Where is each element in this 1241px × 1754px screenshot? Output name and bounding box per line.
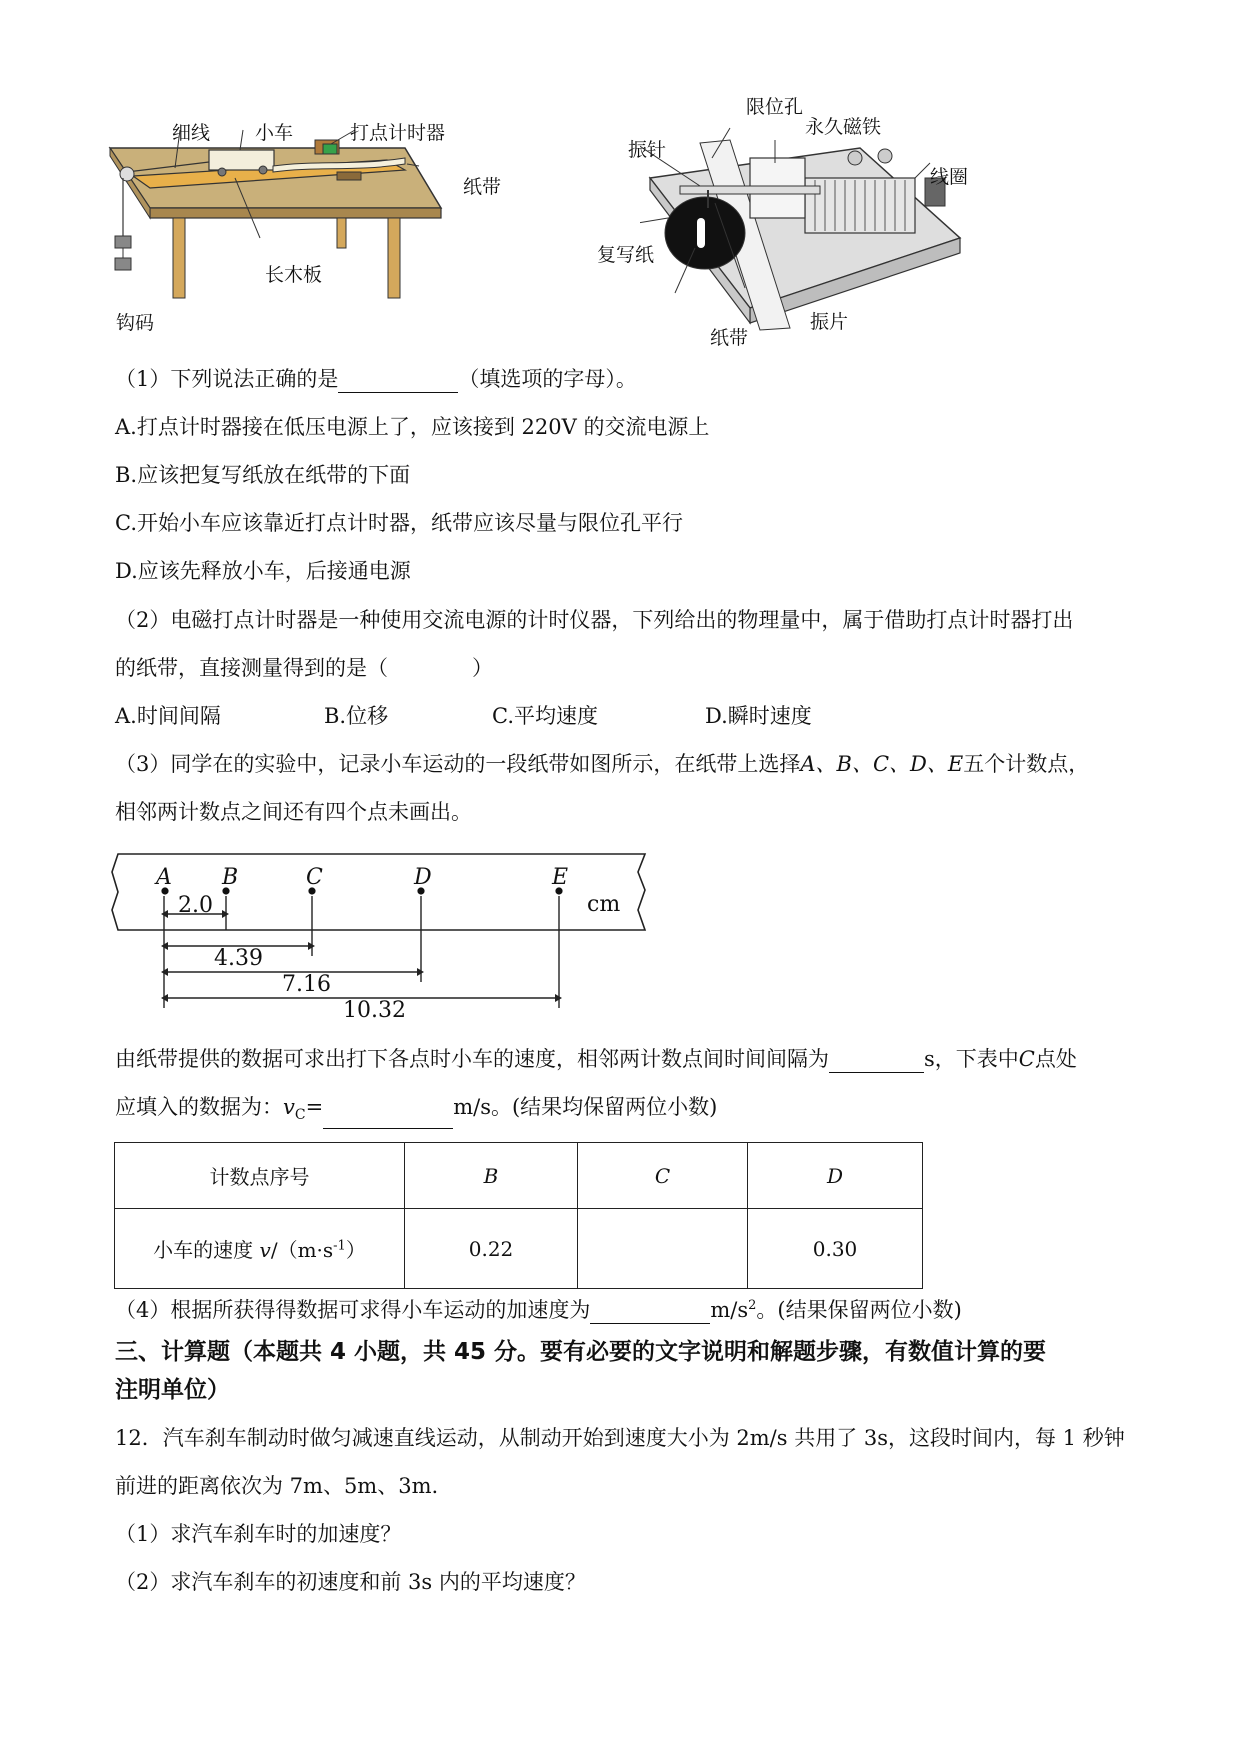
q3-line3: 由纸带提供的数据可求出打下各点时小车的速度，相邻两计数点间时间间隔为 s，下表中C点处 (115, 1047, 1077, 1071)
label-coil: 线圈 (930, 166, 969, 188)
tape-distance-ab: 2.0 (178, 893, 213, 918)
table-header-row (115, 1143, 923, 1209)
label-timer: 打点计时器 (350, 122, 446, 144)
table-row-label: 小车的速度 $v/(m\cdot s^{-1})$ (115, 1209, 405, 1289)
q3-line2: 相邻两计数点之间还有四个点未画出。 (115, 800, 472, 824)
label-vibrator: 振片 (810, 311, 849, 333)
table-header-cell: C (578, 1143, 748, 1209)
label-magnet: 永久磁铁 (805, 116, 882, 138)
tape-point-a: A (156, 865, 172, 890)
label-thin-line: 细线 (172, 122, 211, 144)
table-cell: 0.22 (405, 1209, 578, 1289)
tape-distance-ac: 4.39 (214, 946, 263, 971)
tape-distance-ae: 10.32 (343, 998, 406, 1023)
label-limit-hole: 限位孔 (746, 96, 804, 118)
section-heading: 三、计算题（本题共 4 小题，共 45 分。要有必要的文字说明和解题步骤，有数值计算的要 (115, 1339, 1047, 1365)
label-tape: 纸带 (463, 176, 502, 198)
label-cart: 小车 (255, 122, 294, 144)
tape-unit: cm (587, 892, 621, 917)
tape-point-c: C (306, 865, 323, 890)
label-board: 长木板 (265, 264, 323, 286)
q3-line1: （3）同学在的实验中，记录小车运动的一段纸带如图所示，在纸带上选择A、B、C、D、E五个计数点， (115, 752, 1090, 776)
q2-option-c: C.平均速度 (492, 704, 598, 728)
tape-point-e: E (552, 865, 569, 890)
q12-sub2: （2）求汽车刹车的初速度和前 3s 内的平均速度？ (115, 1570, 586, 1594)
q12-line1: 12．汽车刹车制动时做匀减速直线运动，从制动开始到速度大小为 2m/s 共用了 3s，这段时间内，每 1 秒钟 (115, 1426, 1125, 1450)
tape-point-b: B (222, 865, 239, 890)
vc-blank[interactable] (323, 1106, 453, 1129)
table-row (115, 1209, 923, 1289)
tape-point-d: D (414, 865, 432, 890)
label-carbon-paper: 复写纸 (597, 244, 655, 266)
q2-line2: 的纸带，直接测量得到的是（ ） (115, 656, 493, 680)
table-header-cell: B (405, 1143, 578, 1209)
acceleration-blank[interactable] (590, 1301, 710, 1324)
label-needle: 振针 (628, 139, 667, 161)
q3-line4: 应填入的数据为：$v_C= m/s$。(结果均保留两位小数) (115, 1093, 717, 1129)
label-weight: 钩码 (116, 312, 155, 334)
answer-blank[interactable] (338, 370, 458, 393)
table-header-cell: D (748, 1143, 923, 1209)
q2-option-a: A.时间间隔 (115, 704, 221, 728)
table-cell: 0.30 (748, 1209, 923, 1289)
velocity-table (114, 1142, 923, 1289)
q1-option-b: B.应该把复写纸放在纸带的下面 (115, 463, 411, 487)
tape-distance-ad: 7.16 (282, 972, 331, 997)
q1-option-d: D.应该先释放小车，后接通电源 (115, 559, 411, 583)
q2-option-d: D.瞬时速度 (705, 704, 812, 728)
q4-line: （4）根据所获得得数据可求得小车运动的加速度为 $m/s^2$。(结果保留两位小数) (115, 1298, 962, 1322)
q2-line1: （2）电磁打点计时器是一种使用交流电源的计时仪器，下列给出的物理量中，属于借助打点计时器打出 (115, 608, 1074, 632)
q12-sub1: （1）求汽车刹车时的加速度？ (115, 1522, 402, 1546)
paper-tape-figure (110, 850, 650, 1020)
q1-option-c: C.开始小车应该靠近打点计时器，纸带应该尽量与限位孔平行 (115, 511, 683, 535)
q1-prompt: （1）下列说法正确的是 （填选项的字母）。 (115, 367, 637, 391)
table-cell-answer[interactable] (578, 1209, 748, 1289)
timer-figure (640, 118, 970, 333)
q12-line2: 前进的距离依次为 7m、5m、3m. (115, 1474, 439, 1498)
q2-option-b: B.位移 (324, 704, 389, 728)
interval-blank[interactable] (829, 1050, 924, 1073)
label-tape-2: 纸带 (710, 327, 749, 349)
table-header-cell: 计数点序号 (115, 1143, 405, 1209)
q1-option-a: A.打点计时器接在低压电源上了，应该接到 220V 的交流电源上 (115, 415, 710, 439)
section-heading-cont: 注明单位） (115, 1377, 230, 1403)
